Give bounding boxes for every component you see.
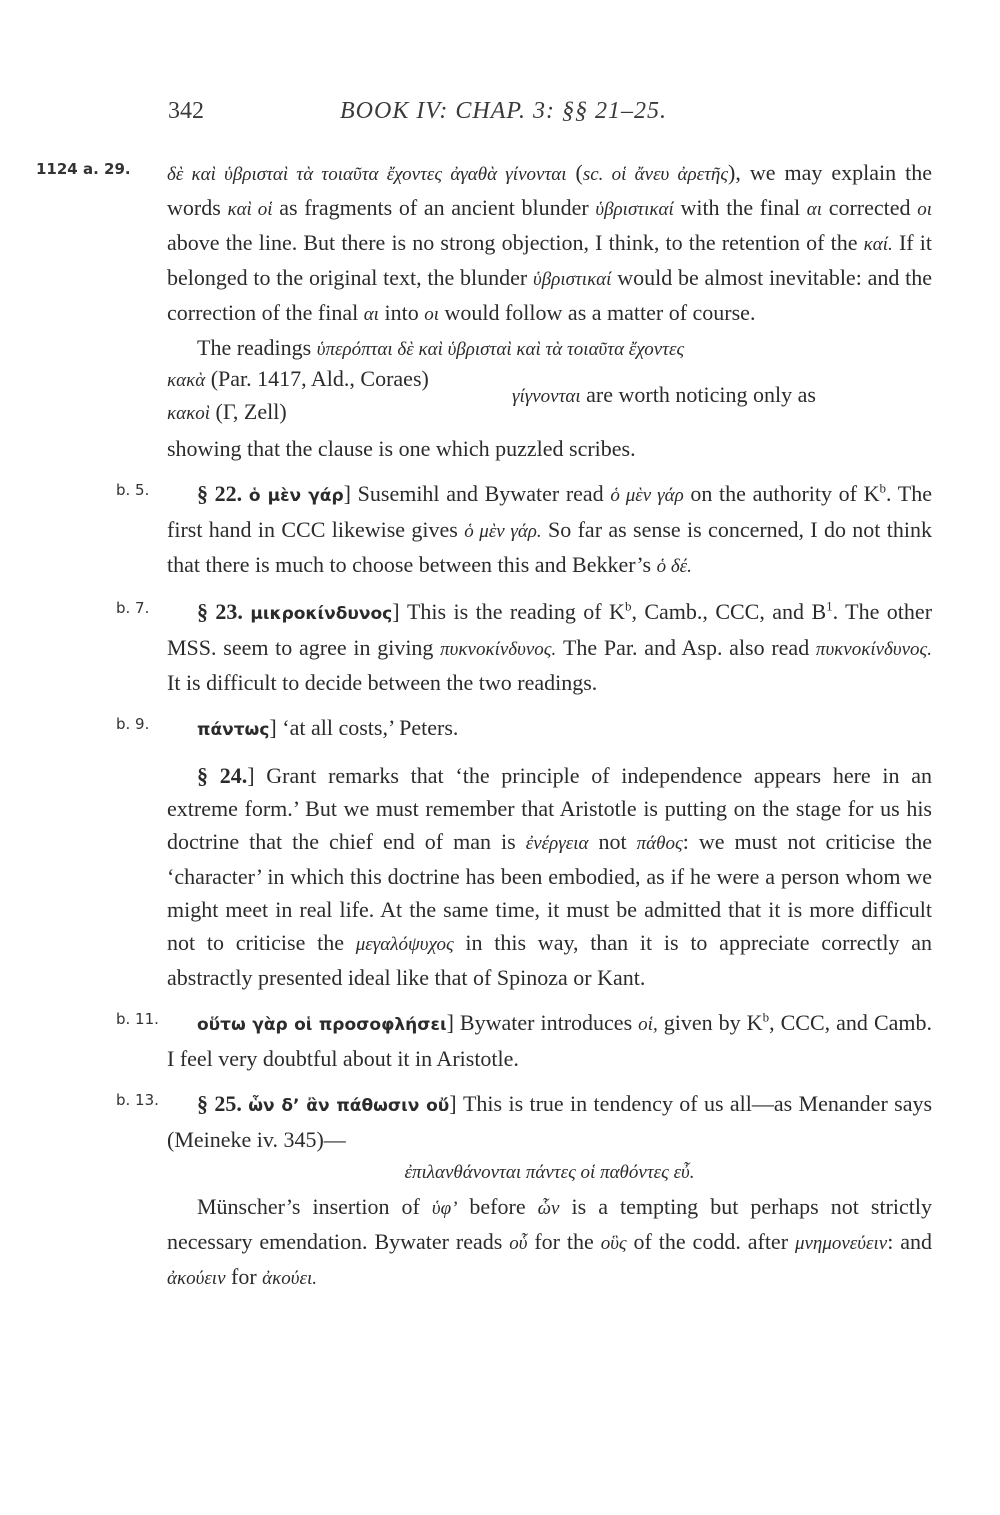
greek-text: μνημονεύειν xyxy=(794,1233,888,1254)
greek-text: ἐνέργεια xyxy=(525,833,589,854)
text-run: ] Grant remarks that ‘the principle of independence appears here in an extreme form.’ But we must remember that Aristotle is putting on the stage for us his doctrine that the chief end of man is xyxy=(167,763,933,854)
readings-greek: ὑπερόπται δὲ καὶ ὑβρισταὶ καὶ τὰ τοιαῦτα ἔχοντες xyxy=(316,339,685,360)
greek-text: ὑφ’ xyxy=(431,1198,458,1219)
closing-text xyxy=(167,1190,932,1295)
text-run: If it belonged to the original text, the blunder xyxy=(167,230,932,290)
greek-text: καί. xyxy=(863,234,893,255)
greek-text: ἀκούειν xyxy=(167,1268,226,1289)
readings-note xyxy=(0,331,1000,465)
section-mark: § 24. xyxy=(197,763,248,788)
text-run: The Par. and Asp. also read xyxy=(556,635,816,660)
greek-text: οὓς xyxy=(600,1233,627,1254)
text-run: as fragments of an ancient blunder xyxy=(272,195,596,220)
variant-tail: are worth noticing only as xyxy=(586,382,816,407)
greek-text: αι xyxy=(363,304,379,325)
text-run: for xyxy=(225,1264,263,1289)
text-run: is a tempting but perhaps not strictly necessary emendation. Bywater reads xyxy=(167,1194,932,1254)
greek-text: ὑβριστικαί xyxy=(533,269,612,290)
commentary-entry xyxy=(0,156,1000,331)
variant-kaka-greek: κακὰ xyxy=(167,370,206,391)
text-run: ( xyxy=(566,160,583,185)
closing-note xyxy=(0,1190,1000,1295)
page-number: 342 xyxy=(168,98,204,124)
page-header xyxy=(168,98,768,138)
variant-verb xyxy=(512,382,816,408)
text-run: of the codd. after xyxy=(626,1229,795,1254)
note-text xyxy=(167,711,932,747)
greek-text: οι xyxy=(917,199,932,220)
text-run: Münscher’s insertion of xyxy=(197,1194,432,1219)
text-run: in this way, than it is to appreciate correctly an abstractly presented ideal like that of Spinoza or Kant. xyxy=(167,930,932,990)
greek-text: ὁ μὲν γάρ. xyxy=(464,521,542,542)
running-title: BOOK IV: CHAP. 3: §§ 21–25. xyxy=(340,98,667,124)
text-run: would follow as a matter of course. xyxy=(438,300,756,325)
variant-kaka-sources: (Par. 1417, Ald., Coraes) xyxy=(210,366,429,391)
text-run: So far as sense is concerned, I do not think that there is much to choose between this and Bekker’s xyxy=(167,517,932,577)
greek-text: ὧν xyxy=(537,1198,560,1219)
manuscript-siglum: b xyxy=(879,480,887,496)
entry-text xyxy=(167,156,932,331)
line-reference: b. 9. xyxy=(116,715,150,733)
text-run: before xyxy=(457,1194,538,1219)
text-run: . The first hand in CCC likewise gives xyxy=(167,481,932,542)
section-mark: § 22. xyxy=(197,481,249,506)
text-run: with the final xyxy=(673,195,807,220)
readings-lead: The readings xyxy=(197,335,312,360)
text-run: ] This is true in tendency of us all—as Menander says (Meineke iv. 345)— xyxy=(167,1091,933,1152)
variant-verb-greek: γίγνονται xyxy=(512,386,581,407)
lemma: οὕτω γὰρ οἱ προσοφλήσει xyxy=(197,1015,447,1035)
text-run: : we must not criticise the ‘character’ in which this doctrine has been embodied, as if he were a person whom we might meet in real life. At the same time, it must be admitted that it is more difficult not to criticise the xyxy=(167,829,932,955)
variant-kakoi-greek: κακοὶ xyxy=(167,403,210,424)
lemma: πάντως xyxy=(197,720,270,740)
text-run: corrected xyxy=(822,195,918,220)
note-text xyxy=(167,477,932,583)
text-run: above the line. But there is no strong objection, I think, to the retention of the xyxy=(167,230,864,255)
manuscript-siglum: 1 xyxy=(826,598,833,614)
text-run: on the authority of K xyxy=(683,481,880,506)
text-run: into xyxy=(378,300,425,325)
line-reference: b. 13. xyxy=(116,1091,159,1109)
variant-kakoi xyxy=(167,399,287,425)
greek-text: πάθος xyxy=(636,833,683,854)
greek-text: μεγαλόψυχος xyxy=(355,934,454,955)
lemma: ὁ μὲν γάρ xyxy=(248,486,344,506)
note-b11 xyxy=(0,1006,1000,1075)
line-reference: b. 11. xyxy=(116,1010,159,1028)
greek-text: δὲ καὶ ὑβρισταὶ τὰ τοιαῦτα ἔχοντες ἀγαθὰ γίνονται xyxy=(167,164,567,185)
variant-readings xyxy=(167,366,932,432)
text-run: : and xyxy=(887,1229,933,1254)
commentary-body xyxy=(0,156,1000,1295)
text-run: It is difficult to decide between the two readings. xyxy=(167,670,598,695)
text-run: ] ‘at all costs,’ Peters. xyxy=(269,715,459,740)
manuscript-siglum: b xyxy=(624,598,632,614)
text-run: not xyxy=(588,829,637,854)
greek-text: οι xyxy=(424,304,439,325)
text-run: . The other MSS. seem to agree in giving xyxy=(167,599,933,660)
variant-kaka xyxy=(167,366,429,392)
note-b5 xyxy=(0,477,1000,583)
section-mark: § 23. xyxy=(197,599,251,624)
note-text xyxy=(167,1087,932,1156)
text-run: given by K xyxy=(657,1010,763,1035)
text-run: ] Bywater introduces xyxy=(446,1010,639,1035)
line-reference: b. 5. xyxy=(116,481,150,499)
line-reference: 1124 a. 29. xyxy=(36,160,131,178)
note-b13 xyxy=(0,1087,1000,1156)
line-reference: b. 7. xyxy=(116,599,150,617)
menander-quote: ἐπιλανθάνονται πάντες οἱ παθόντες εὖ. xyxy=(404,1162,695,1183)
note-text xyxy=(167,1006,932,1075)
text-run: would be almost inevitable: and the correction of the final xyxy=(167,265,932,325)
note-text xyxy=(167,759,932,994)
manuscript-siglum: b xyxy=(762,1009,770,1025)
note-b7 xyxy=(0,595,1000,699)
text-run: for the xyxy=(527,1229,601,1254)
readings-line xyxy=(167,331,932,366)
note-b9 xyxy=(0,711,1000,747)
greek-text: καὶ οἱ xyxy=(227,199,273,220)
readings-closing: showing that the clause is one which puzzled scribes. xyxy=(167,436,636,461)
text-run: , Camb., CCC, and B xyxy=(631,599,827,624)
greek-text: οὗ xyxy=(509,1233,528,1254)
note-section-24 xyxy=(0,759,1000,994)
note-text xyxy=(167,595,932,699)
greek-text: sc. οἱ ἄνευ ἀρετῆς xyxy=(582,164,729,185)
greek-text: πυκνοκίνδυνος. xyxy=(815,639,932,660)
lemma: μικροκίνδυνος xyxy=(250,604,393,624)
text-run: ] This is the reading of K xyxy=(392,599,625,624)
section-mark: § 25. xyxy=(197,1091,249,1116)
text-run: ), we may explain the words xyxy=(167,160,932,220)
greek-text: ὑβριστικαί xyxy=(595,199,674,220)
greek-text: πυκνοκίνδυνος. xyxy=(440,639,557,660)
text-run: , CCC, and Camb. I feel very doubtful about it in Aristotle. xyxy=(167,1010,932,1071)
lemma: ὧν δ’ ἂν πάθωσιν οὔ xyxy=(248,1096,450,1116)
variant-kakoi-sources: (Γ, Zell) xyxy=(215,399,287,424)
greek-text: ὁ μὲν γάρ xyxy=(610,485,684,506)
greek-text: ἀκούει. xyxy=(262,1268,318,1289)
greek-text: αι xyxy=(806,199,823,220)
text-run: ] Susemihl and Bywater read xyxy=(343,481,611,506)
greek-text: ὁ δέ. xyxy=(656,556,692,577)
greek-text: οἱ, xyxy=(638,1014,658,1035)
